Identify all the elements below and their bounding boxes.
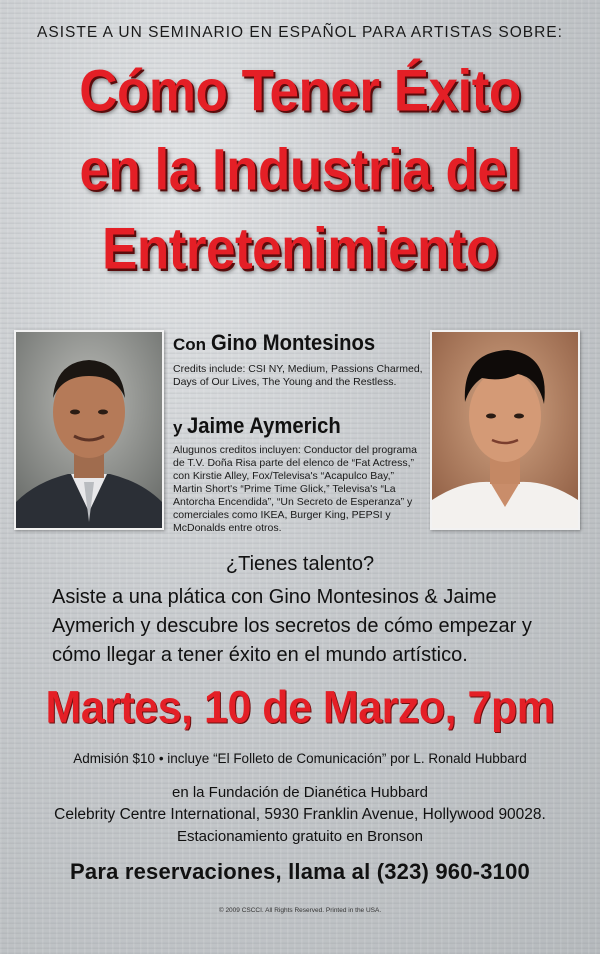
venue-block (0, 782, 600, 848)
speaker-gino-prefix: Con (173, 335, 207, 354)
speaker-jaime-credits: Alugunos creditos incluyen: Conductor del programa de T.V. Doña Risa parte del elenco de “Fat Actress,” con Kirstie Alley, Fox/Televisa's “Acapulco Bay,” Martin Short's “Prime Time Glick,” Televisa's “La Antorcha Encendida”, “Un Secreto de Esperanza” y comerciales como IKEA, Burger King, PEPSI y McDonalds entre otros. (173, 444, 417, 534)
venue-parking: Estacionamiento gratuito en Bronson (177, 828, 423, 845)
speaker-gino-name: Gino Montesinos (210, 330, 375, 355)
jaime-portrait-photo (430, 330, 580, 530)
headline-line-1: Cómo Tener Éxito (79, 58, 521, 124)
pitch-body: Asiste a una plática con Gino Montesinos & Jaime Aymerich y descubre los secretos de cómo empezar y cómo llegar a tener éxito en el mundo artístico. (52, 586, 532, 666)
speaker-jaime-prefix: y (173, 418, 183, 437)
reservations-phone: Para reservaciones, llama al (323) 960-3100 (70, 859, 530, 884)
gino-portrait-photo (14, 330, 164, 530)
speaker-gino-heading (173, 330, 389, 356)
speaker-gino-credits: Credits include: CSI NY, Medium, Passions Charmed, Days of Our Lives, The Young and the Restless. (173, 363, 423, 388)
speaker-jaime-heading (173, 413, 354, 439)
event-date-time: Martes, 10 de Marzo, 7pm (45, 682, 555, 734)
headline-line-3: Entretenimiento (102, 217, 498, 282)
talent-question: ¿Tienes talento? (225, 553, 375, 575)
headline-line-2: en la Industria del (79, 137, 521, 203)
speaker-jaime-name: Jaime Aymerich (186, 413, 341, 438)
admission-info: Admisión $10 • incluye “El Folleto de Comunicación” por L. Ronald Hubbard (73, 751, 527, 766)
venue-address: Celebrity Centre International, 5930 Franklin Avenue, Hollywood 90028. (54, 806, 546, 823)
headline (0, 52, 600, 290)
copyright-notice: © 2009 CSCCI. All Rights Reserved. Printed in the USA. (218, 907, 382, 914)
top-line: ASISTE A UN SEMINARIO EN ESPAÑOL PARA ARTISTAS SOBRE: (37, 24, 563, 41)
venue-line-1: en la Fundación de Dianética Hubbard (171, 784, 428, 801)
